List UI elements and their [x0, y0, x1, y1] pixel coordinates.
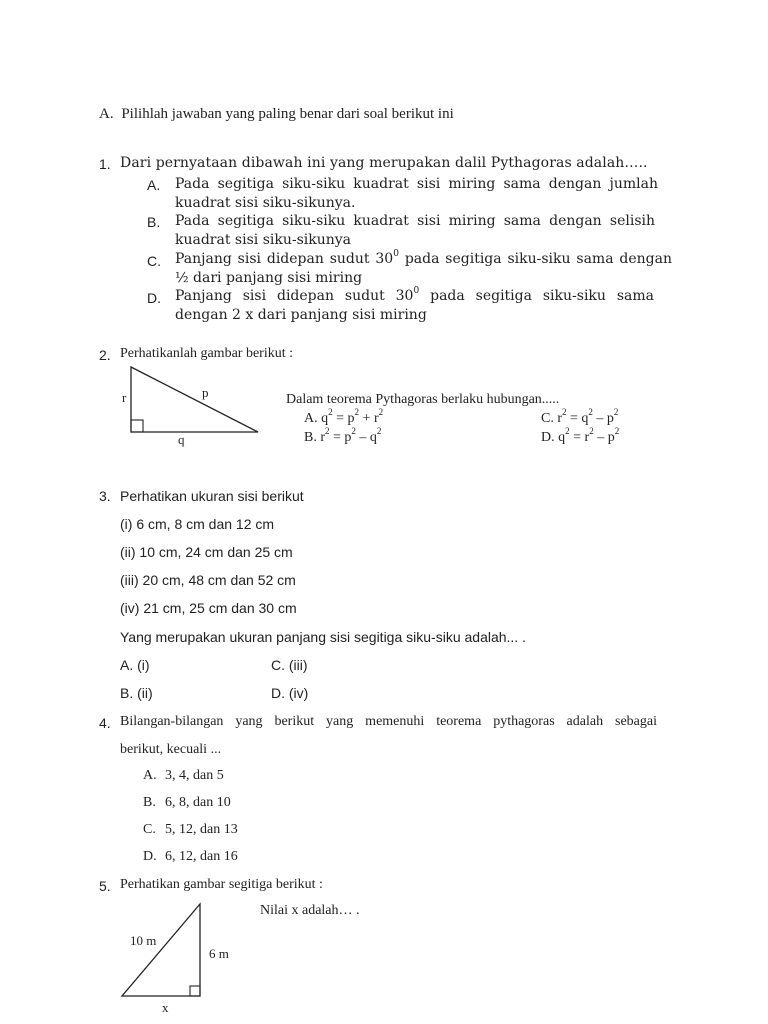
question-number: 5. — [99, 878, 111, 894]
question-prompt: Nilai x adalah… . — [260, 903, 360, 918]
option-d: D. (iv) — [271, 685, 309, 701]
list-item: (iv) 21 cm, 25 cm dan 30 cm — [120, 600, 297, 616]
option-b: B. (ii) — [120, 685, 153, 701]
option-letter: C. — [147, 253, 161, 269]
option-letter: A. — [143, 768, 157, 783]
option-line: Pada segitiga siku-siku kuadrat sisi miring sama dengan jumlah — [175, 176, 658, 192]
option-letter: A. — [147, 177, 161, 193]
question-prompt: Yang merupakan ukuran panjang sisi segitiga siku-siku adalah... . — [120, 629, 526, 645]
side-label: 6 m — [209, 946, 229, 961]
option-text: 3, 4, dan 5 — [165, 768, 224, 783]
option-line: kuadrat sisi siku-sikunya. — [175, 195, 356, 211]
option-d: D. $q^2 = r^2 - p^2$ — [541, 426, 620, 445]
side-label-p: p — [202, 385, 209, 400]
option-a: A. $q^2 = p^2 + r^2$ — [304, 407, 384, 426]
option-line: Panjang sisi didepan sudut $30^0$ pada segitiga siku-siku sama — [175, 286, 655, 304]
option-text: 5, 12, dan 13 — [165, 822, 238, 837]
question-text-cont: berikut, kecuali ... — [120, 742, 222, 757]
option-line: Pada segitiga siku-siku kuadrat sisi miring sama dengan selisih — [175, 213, 655, 229]
option-text: 6, 8, dan 10 — [165, 795, 231, 810]
question-text: Bilangan-bilangan yang berikut yang memenuhi teorema pythagoras adalah sebagai — [120, 714, 657, 729]
question-number: 1. — [99, 156, 111, 172]
option-line: kuadrat sisi siku-sikunya — [175, 232, 352, 248]
option-a: A. (i) — [120, 657, 150, 673]
question-text: Perhatikan ukuran sisi berikut — [120, 488, 304, 504]
right-triangle-figure — [115, 898, 229, 1018]
section-title: Pilihlah jawaban yang paling benar dari soal berikut ini — [121, 106, 454, 122]
option-letter: D. — [147, 290, 161, 306]
question-text: Perhatikan gambar segitiga berikut : — [120, 877, 323, 892]
option-c: C. (iii) — [271, 657, 308, 673]
option-c: C. $r^2 = q^2 - p^2$ — [541, 407, 619, 426]
list-item: (i) 6 cm, 8 cm dan 12 cm — [120, 516, 275, 532]
question-text: Perhatikanlah gambar berikut : — [120, 346, 293, 361]
base-label: x — [162, 1000, 169, 1015]
question-number: 2. — [99, 347, 111, 363]
option-letter: B. — [147, 214, 161, 230]
section-heading — [99, 106, 454, 123]
list-item: (iii) 20 cm, 48 cm dan 52 cm — [120, 572, 296, 588]
option-b: B. $r^2 = p^2 - q^2$ — [304, 426, 382, 445]
hypotenuse-label: 10 m — [130, 933, 157, 948]
side-label-r: r — [122, 390, 127, 405]
list-item: (ii) 10 cm, 24 cm dan 25 cm — [120, 544, 293, 560]
option-line: ½ dari panjang sisi miring — [175, 270, 363, 286]
question-text: Dari pernyataan dibawah ini yang merupakan dalil Pythagoras adalah….. — [120, 155, 648, 171]
question-statement: Dalam teorema Pythagoras berlaku hubungan..... — [286, 392, 560, 407]
section-letter: A. — [99, 106, 114, 122]
right-triangle-figure — [118, 360, 268, 450]
option-line: dengan 2 x dari panjang sisi miring — [175, 307, 427, 323]
side-label-q: q — [178, 432, 185, 447]
question-number: 3. — [99, 488, 111, 504]
question-number: 4. — [99, 715, 111, 731]
option-line: Panjang sisi didepan sudut $30^0$ pada segitiga siku-siku sama dengan — [175, 249, 672, 267]
option-letter: B. — [143, 795, 156, 810]
option-letter: D. — [143, 849, 157, 864]
option-text: 6, 12, dan 16 — [165, 849, 238, 864]
option-letter: C. — [143, 822, 156, 837]
